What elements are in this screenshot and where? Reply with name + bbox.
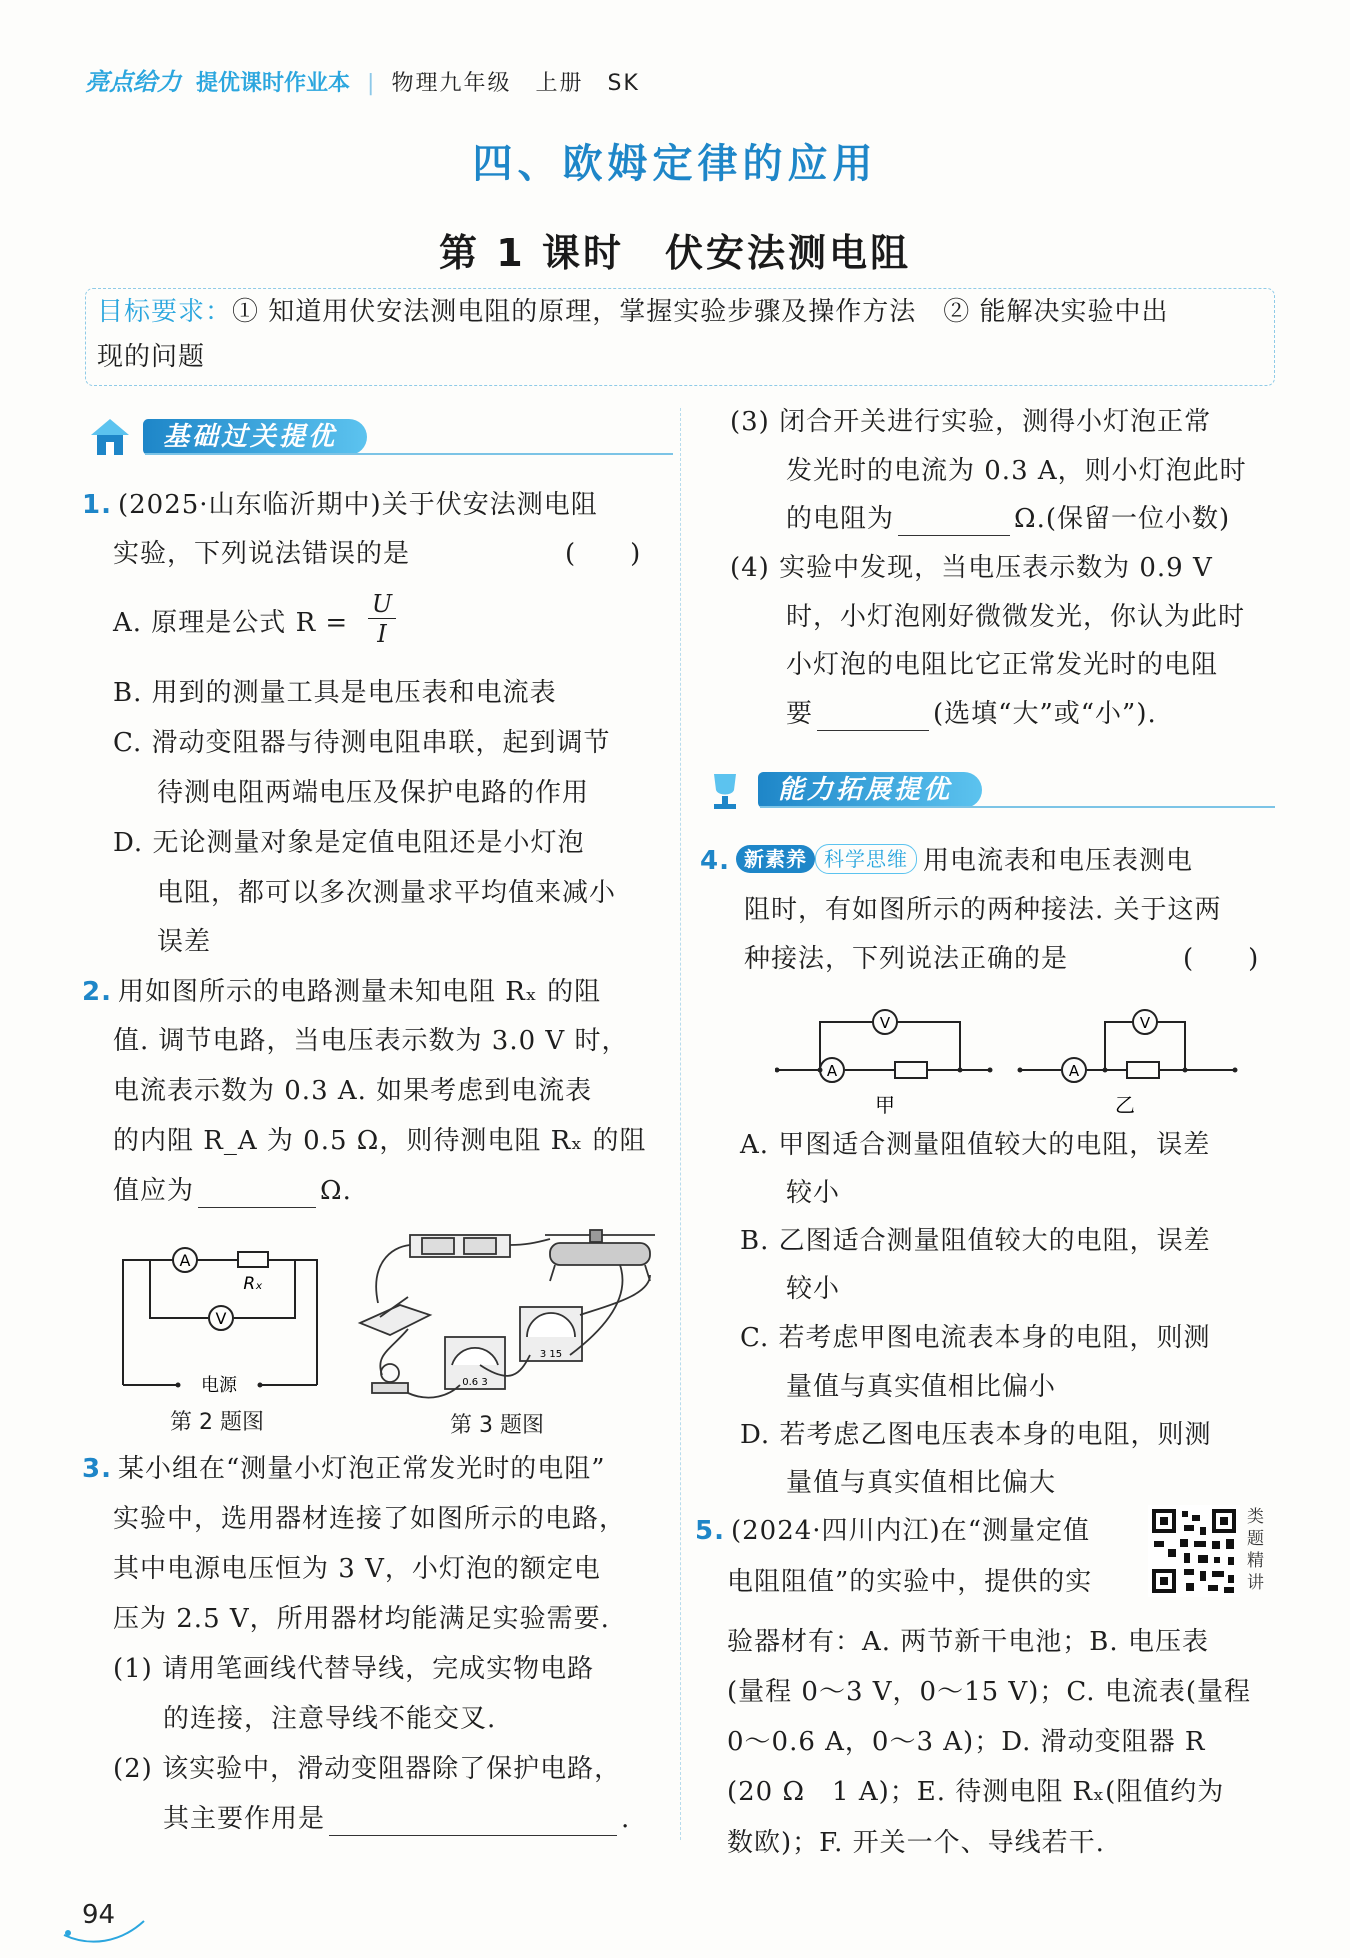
qr-code[interactable]	[1148, 1505, 1240, 1597]
fig2-circuit	[110, 1240, 330, 1400]
q1-line-1	[82, 488, 598, 522]
q5-number: 5.	[695, 1516, 725, 1546]
fig2-source-label: 电源	[201, 1375, 237, 1396]
q1-option-a	[113, 606, 348, 640]
q5-line-5: 0～0.6 A，0～3 A)；D. 滑动变阻器 R	[727, 1727, 1206, 1757]
trophy-icon	[700, 766, 750, 812]
q5-line-7: 数欧)；F. 开关一个、导线若干.	[727, 1828, 1105, 1858]
q3-sub4-line-1: (4) 实验中发现，当电压表示数为 0.9 V	[730, 553, 1213, 583]
series-name: 提优课时作业本	[196, 71, 351, 96]
q3-sub4-line-3: 小灯泡的电阻比它正常发光时的电阻	[786, 650, 1219, 680]
brand-logo: 亮点给力	[85, 68, 181, 96]
goal-label: 目标要求：	[97, 297, 233, 327]
q2-line-5	[113, 1174, 352, 1208]
q3-sub4-line-2: 时，小灯泡刚好微微发光，你认为此时	[786, 602, 1246, 632]
q1-option-a-text: A. 原理是公式 R =	[113, 608, 349, 638]
fig3-apparatus	[350, 1225, 670, 1403]
q4-option-c-1: C. 若考虑甲图电流表本身的电阻，则测	[740, 1323, 1211, 1353]
q1-formula-fraction	[368, 590, 396, 649]
q3-sub3-line-3	[786, 502, 1230, 536]
q3-sub2-answer-blank[interactable]	[329, 1809, 617, 1836]
fraction-denominator: I	[368, 618, 396, 649]
column-divider	[680, 408, 681, 1840]
q3-line-1	[82, 1452, 606, 1486]
q2-stem-1: 用如图所示的电路测量未知电阻 Rₓ 的阻	[117, 977, 602, 1007]
q4-jia-voltmeter: V	[879, 1014, 891, 1032]
q3-sub1-line-2: 的连接，注意导线不能交叉.	[163, 1704, 497, 1734]
q4-line-1	[700, 844, 1193, 878]
q3-sub4-line-4	[786, 697, 1157, 731]
fraction-numerator: U	[371, 590, 393, 618]
q4-yi-voltmeter: V	[1139, 1014, 1151, 1032]
q1-option-c-2: 待测电阻两端电压及保护电路的作用	[157, 778, 590, 808]
q4-line-3: 种接法，下列说法正确的是	[744, 944, 1069, 974]
q4-option-d-1: D. 若考虑乙图电压表本身的电阻，则测	[740, 1420, 1212, 1450]
q3-number: 3.	[82, 1454, 112, 1484]
q3-sub2-text: 其主要作用是	[163, 1804, 326, 1834]
q5-line-2: 电阻阻值”的实验中，提供的实	[727, 1567, 1093, 1597]
q3-sub4-answer-blank[interactable]	[817, 704, 929, 731]
q2-line-2: 值. 调节电路，当电压表示数为 3.0 V 时，	[113, 1026, 629, 1056]
q3-line-3: 其中电源电压恒为 3 V，小灯泡的额定电	[113, 1554, 601, 1584]
q4-option-c-2: 量值与真实值相比偏小	[786, 1372, 1057, 1402]
q3-stem-1: 某小组在“测量小灯泡正常发光时的电阻”	[117, 1454, 606, 1484]
banner-basic-label: 基础过关提优	[143, 419, 367, 455]
fig2-ammeter: A	[179, 1251, 191, 1270]
fig3-ammeter-scale: 0.6 3	[462, 1377, 488, 1388]
fig2-voltmeter: V	[215, 1309, 227, 1328]
banner-extend	[700, 766, 1275, 812]
banner-basic	[85, 413, 673, 459]
q4-yi-ammeter: A	[1068, 1062, 1080, 1080]
qr-label: 类题精讲	[1247, 1507, 1264, 1593]
q3-sub1-line-1: (1) 请用笔画线代替导线，完成实物电路	[113, 1654, 595, 1684]
q3-line-2: 实验中，选用器材连接了如图所示的电路，	[113, 1504, 627, 1534]
q4-option-a-2: 较小	[786, 1178, 841, 1208]
banner-extend-label: 能力拓展提优	[758, 772, 982, 808]
q4-circuits	[775, 1000, 1245, 1120]
q3-sub3-text-end: Ω.(保留一位小数)	[1014, 504, 1231, 534]
q1-option-d-3: 误差	[157, 927, 212, 957]
q4-label-jia: 甲	[875, 1093, 895, 1117]
q1-option-b: B. 用到的测量工具是电压表和电流表	[113, 678, 557, 708]
q3-sub2-end: .	[621, 1804, 631, 1834]
q3-sub2-line-1: (2) 该实验中，滑动变阻器除了保护电路，	[113, 1754, 622, 1784]
q1-option-d-2: 电阻，都可以多次测量求平均值来减小	[157, 878, 617, 908]
q2-line-3: 电流表示数为 0.3 A. 如果考虑到电流表	[113, 1076, 593, 1106]
q4-number: 4.	[700, 846, 730, 876]
header-separator: |	[367, 71, 375, 96]
fig2-resistor-label: Rₓ	[243, 1274, 263, 1294]
q4-option-b-2: 较小	[786, 1274, 841, 1304]
q3-sub4-text-end: (选填“大”或“小”).	[933, 699, 1157, 729]
q2-line-4: 的内阻 R_A 为 0.5 Ω，则待测电阻 Rₓ 的阻	[113, 1126, 647, 1156]
page-number: 94	[82, 1900, 116, 1930]
q1-line-2: 实验，下列说法错误的是	[113, 539, 411, 569]
banner-basic-rule	[145, 453, 673, 455]
q5-line-4: (量程 0～3 V，0～15 V)；C. 电流表(量程	[727, 1677, 1251, 1707]
q1-stem-1: (2025·山东临沂期中)关于伏安法测电阻	[117, 490, 598, 520]
q2-line-1	[82, 975, 601, 1009]
q2-answer-blank[interactable]	[198, 1181, 316, 1208]
q3-sub2-line-2	[163, 1802, 630, 1836]
banner-extend-rule	[760, 806, 1275, 808]
fig2-caption: 第 2 题图	[170, 1410, 264, 1435]
fig3-caption: 第 3 题图	[450, 1413, 544, 1438]
q3-line-4: 压为 2.5 V，所用器材均能满足实验需要.	[113, 1604, 610, 1634]
q3-sub3-line-2: 发光时的电流为 0.3 A，则小灯泡此时	[786, 456, 1247, 486]
page-swoosh-icon	[60, 1915, 150, 1945]
q3-sub4-text: 要	[786, 699, 814, 729]
q4-stem-1: 用电流表和电压表测电	[922, 846, 1193, 876]
goal-line-1	[97, 295, 1169, 329]
q4-jia-ammeter: A	[826, 1062, 838, 1080]
q1-answer-paren: ( )	[565, 539, 642, 569]
fig3-voltmeter-scale: 3 15	[539, 1349, 563, 1360]
lesson-title: 第 1 课时 伏安法测电阻	[439, 231, 911, 275]
q1-number: 1.	[82, 490, 112, 520]
course-name: 物理九年级 上册 SK	[391, 71, 640, 96]
house-icon	[85, 413, 135, 459]
q1-option-c-1: C. 滑动变阻器与待测电阻串联，起到调节	[113, 728, 611, 758]
q1-option-d-1: D. 无论测量对象是定值电阻还是小灯泡	[113, 828, 585, 858]
q5-stem-1: (2024·四川内江)在“测量定值	[730, 1516, 1090, 1546]
q4-option-d-2: 量值与真实值相比偏大	[786, 1468, 1057, 1498]
goal-line-2: 现的问题	[97, 342, 206, 372]
q3-sub3-text: 的电阻为	[786, 504, 895, 534]
q5-line-1	[695, 1514, 1090, 1548]
q2-number: 2.	[82, 977, 112, 1007]
goal-text-1: ① 知道用伏安法测电阻的原理，掌握实验步骤及操作方法 ② 能解决实验中出	[232, 297, 1169, 327]
q4-tag-new-literacy: 新素养	[736, 845, 815, 873]
q3-sub3-answer-blank[interactable]	[898, 509, 1010, 536]
q5-line-3: 验器材有：A. 两节新干电池；B. 电压表	[727, 1627, 1209, 1657]
q4-option-b-1: B. 乙图适合测量阻值较大的电阻，误差	[740, 1226, 1211, 1256]
q2-text-5b: Ω.	[320, 1176, 352, 1206]
q2-text-5a: 值应为	[113, 1176, 195, 1206]
section-title: 四、欧姆定律的应用	[472, 141, 878, 187]
q4-option-a-1: A. 甲图适合测量阻值较大的电阻，误差	[740, 1130, 1211, 1160]
q4-tag-scientific-thinking: 科学思维	[815, 844, 917, 874]
q4-label-yi: 乙	[1115, 1093, 1135, 1117]
q4-line-2: 阻时，有如图所示的两种接法. 关于这两	[744, 895, 1222, 925]
running-header	[85, 62, 640, 102]
q3-sub3-line-1: (3) 闭合开关进行实验，测得小灯泡正常	[730, 407, 1212, 437]
q5-line-6: (20 Ω 1 A)；E. 待测电阻 Rₓ(阻值约为	[727, 1777, 1225, 1807]
q4-answer-paren: ( )	[1183, 944, 1260, 974]
